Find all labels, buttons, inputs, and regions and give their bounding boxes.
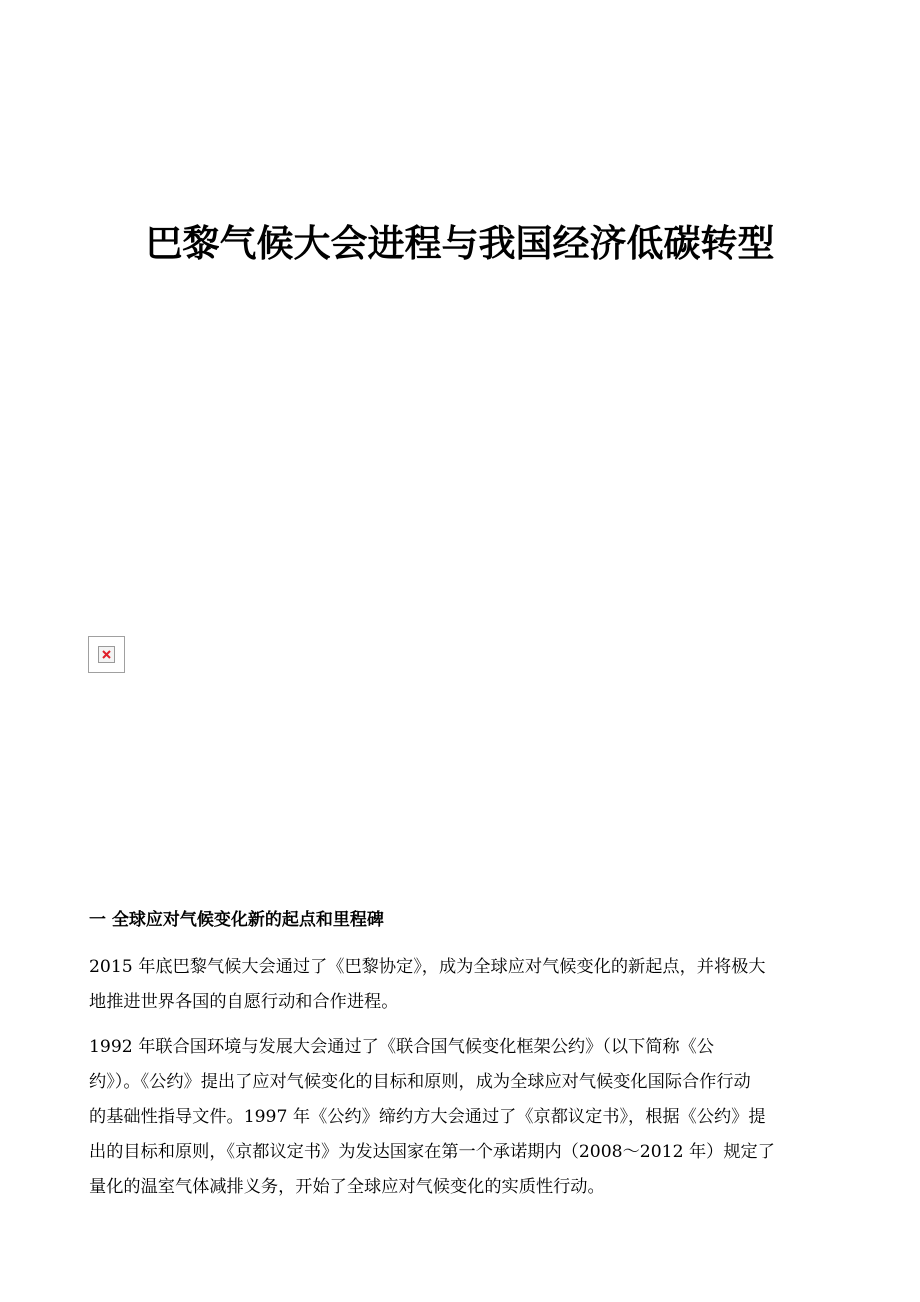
paragraph — [89, 950, 834, 1020]
section-heading: 一 全球应对气候变化新的起点和里程碑 — [89, 910, 384, 930]
paragraph-line: 1992 年联合国环境与发展大会通过了《联合国气候变化框架公约》（以下简称《公 — [89, 1037, 714, 1057]
broken-image-placeholder — [88, 636, 125, 673]
document-title: 巴黎气候大会进程与我国经济低碳转型 — [145, 222, 775, 265]
paragraph-line: 2015 年底巴黎气候大会通过了《巴黎协定》，成为全球应对气候变化的新起点，并将极大 — [89, 957, 766, 977]
broken-image-icon — [98, 646, 115, 663]
paragraph-line: 出的目标和原则，《京都议定书》为发达国家在第一个承诺期内（2008～2012 年）规定了 — [89, 1142, 775, 1162]
paragraph-line: 约》）。《公约》提出了应对气候变化的目标和原则，成为全球应对气候变化国际合作行动 — [89, 1072, 751, 1092]
paragraph-line: 量化的温室气体减排义务，开始了全球应对气候变化的实质性行动。 — [89, 1177, 605, 1197]
paragraph — [89, 1030, 834, 1205]
paragraph-line: 地推进世界各国的自愿行动和合作进程。 — [89, 992, 399, 1012]
paragraph-line: 的基础性指导文件。1997 年《公约》缔约方大会通过了《京都议定书》，根据《公约》提 — [89, 1107, 766, 1127]
